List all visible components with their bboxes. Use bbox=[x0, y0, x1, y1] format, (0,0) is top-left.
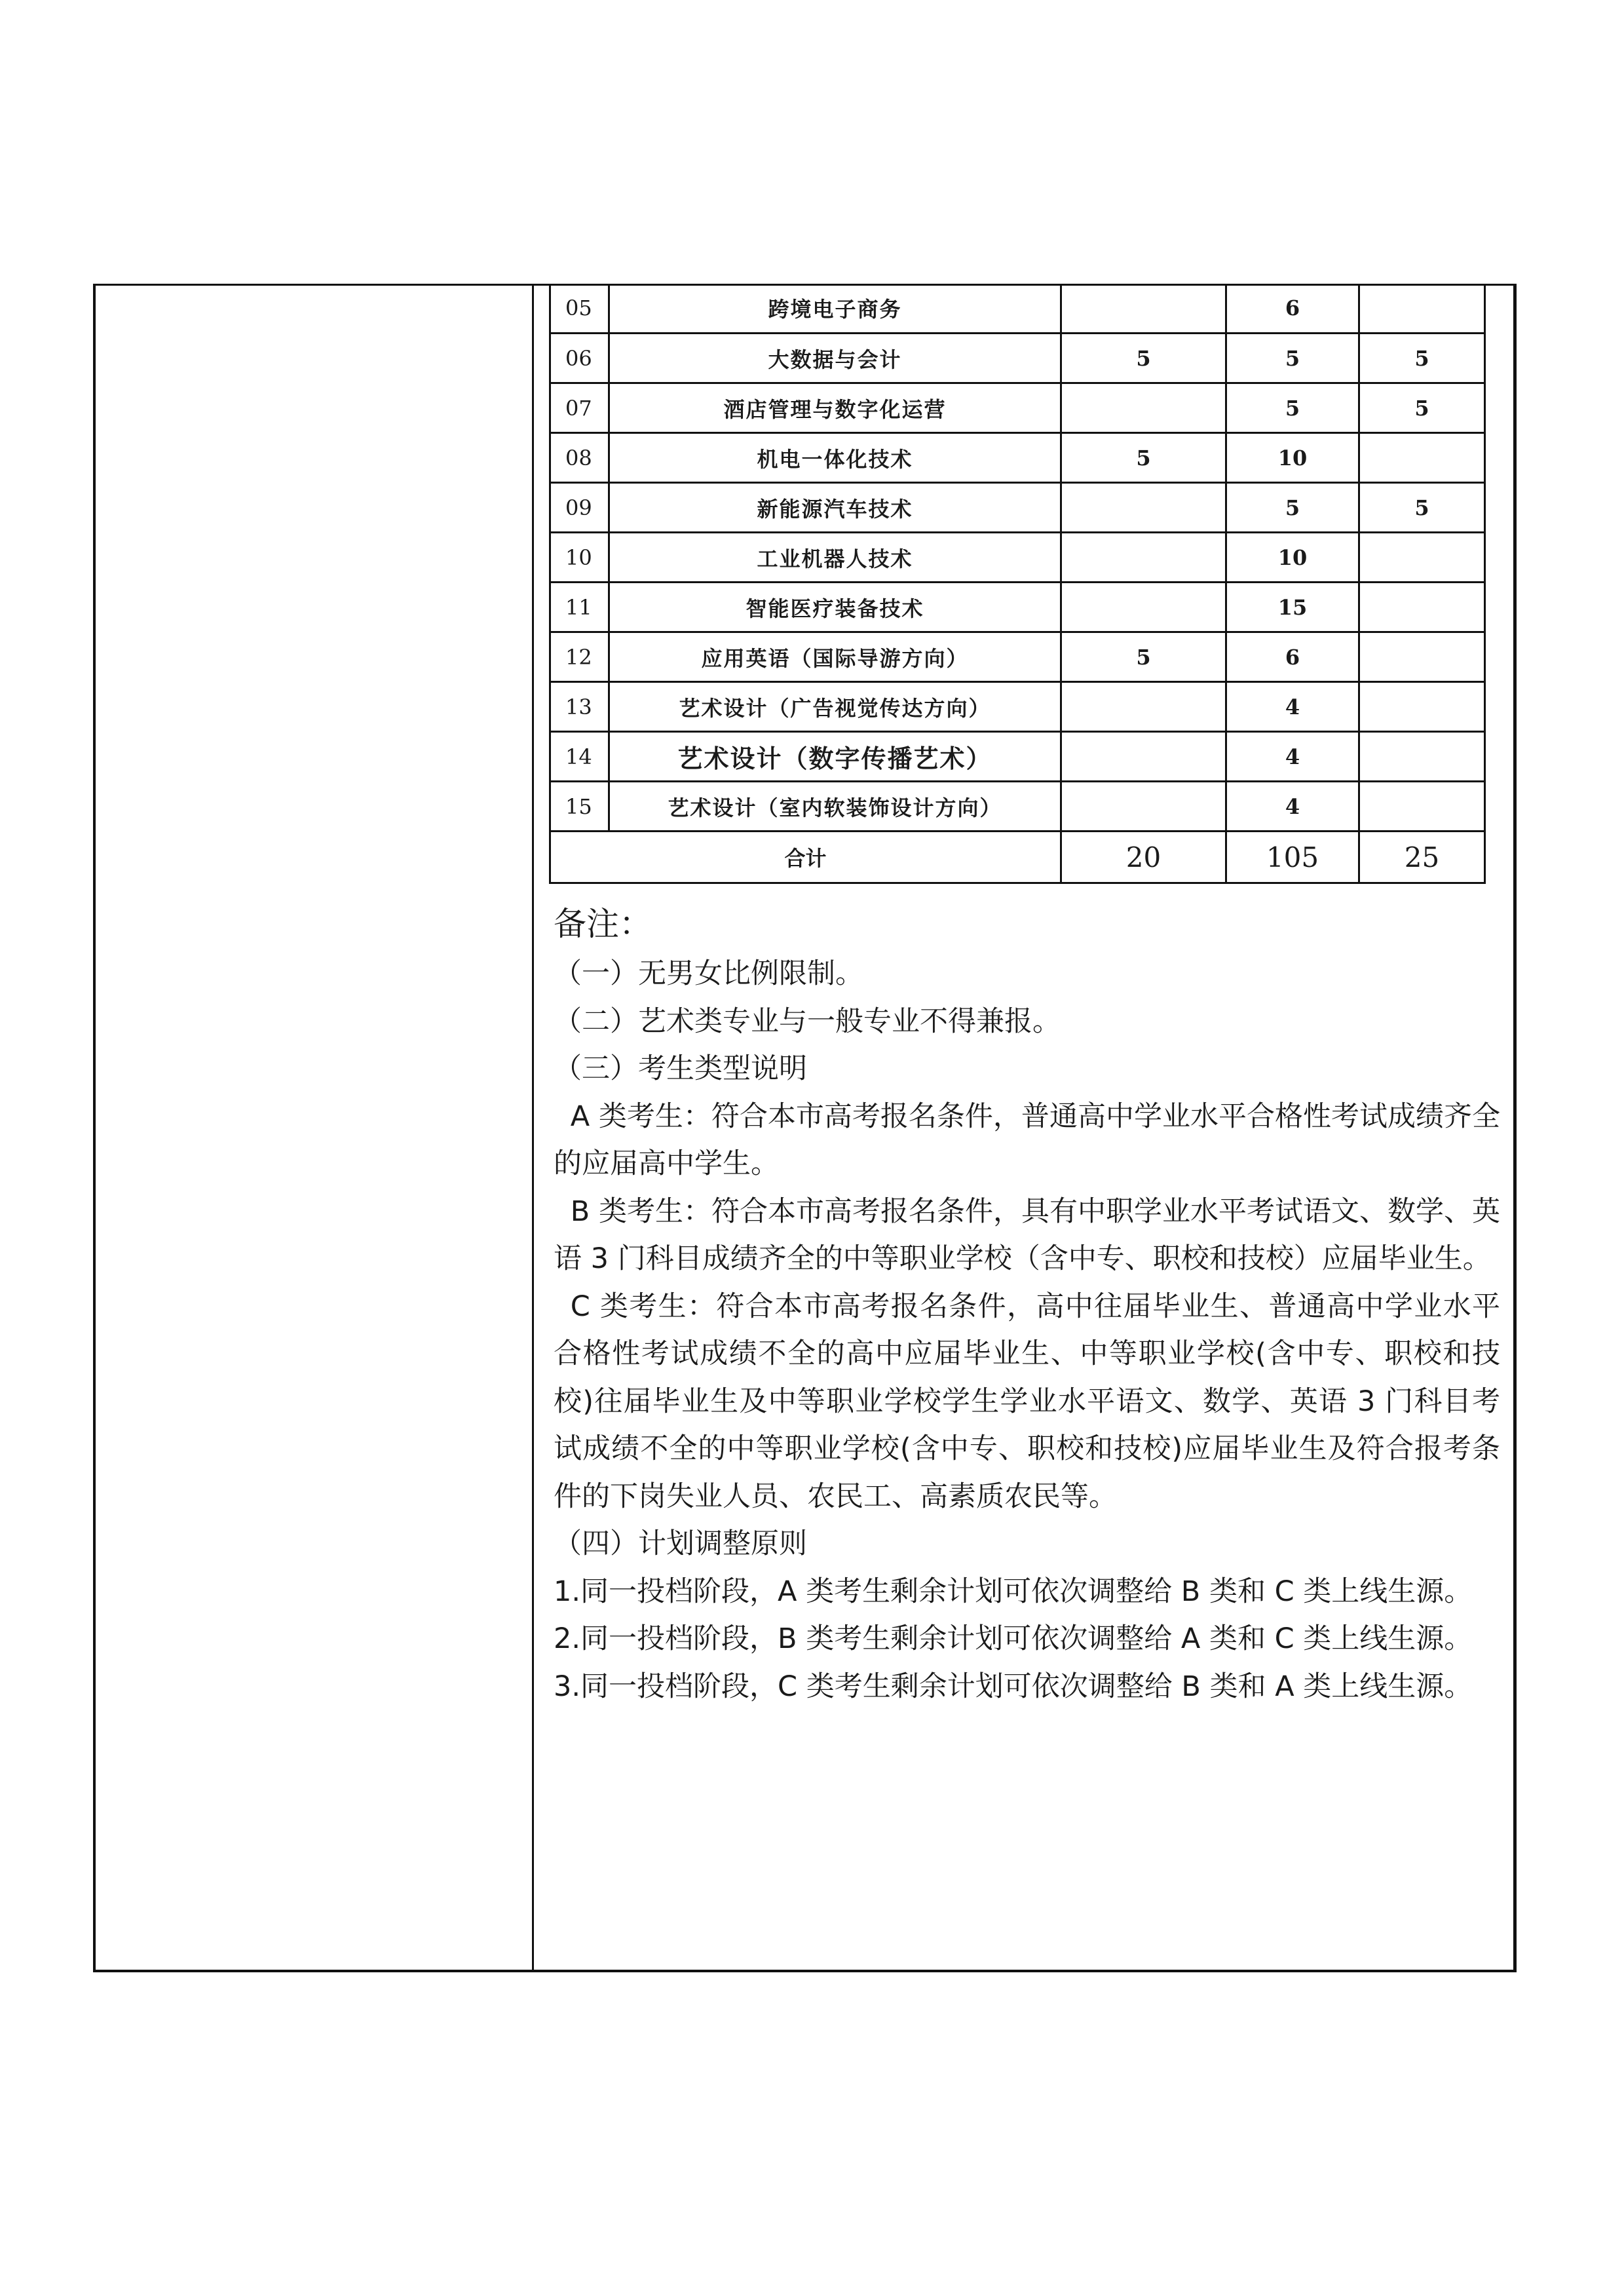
major-code: 13 bbox=[550, 682, 609, 732]
major-code: 08 bbox=[550, 433, 609, 483]
major-name: 艺术设计（广告视觉传达方向） bbox=[609, 682, 1061, 732]
note-item-3: （三）考生类型说明 bbox=[554, 1052, 807, 1085]
quota-a bbox=[1061, 732, 1226, 782]
major-name: 艺术设计（数字传播艺术） bbox=[609, 732, 1061, 782]
quota-c bbox=[1359, 682, 1485, 732]
quota-b: 10 bbox=[1226, 433, 1359, 483]
quota-b: 4 bbox=[1226, 682, 1359, 732]
major-code: 10 bbox=[550, 533, 609, 583]
note-item-1: （一）无男女比例限制。 bbox=[554, 957, 863, 990]
table-row bbox=[550, 483, 1485, 533]
major-code: 15 bbox=[550, 782, 609, 832]
table-row bbox=[550, 284, 1485, 334]
quota-c: 5 bbox=[1359, 383, 1485, 433]
notes-title: 备注： bbox=[554, 905, 652, 943]
quota-b: 4 bbox=[1226, 782, 1359, 832]
candidate-type-b: B 类考生：符合本市高考报名条件，具有中职学业水平考试语文、数学、英语 3 门科目成绩齐全的中等职业学校（含中专、职校和技校）应届毕业生。 bbox=[554, 1195, 1500, 1275]
quota-a bbox=[1061, 782, 1226, 832]
major-name: 新能源汽车技术 bbox=[609, 483, 1061, 533]
major-name: 工业机器人技术 bbox=[609, 533, 1061, 583]
major-name: 跨境电子商务 bbox=[609, 284, 1061, 334]
quota-a bbox=[1061, 284, 1226, 334]
column-divider bbox=[532, 284, 534, 1972]
quota-c bbox=[1359, 433, 1485, 483]
table-row bbox=[550, 632, 1485, 682]
note-item-4: （四）计划调整原则 bbox=[554, 1527, 807, 1560]
quota-b: 4 bbox=[1226, 732, 1359, 782]
table-row bbox=[550, 383, 1485, 433]
quota-b: 5 bbox=[1226, 383, 1359, 433]
note-item-2: （二）艺术类专业与一般专业不得兼报。 bbox=[554, 1004, 1061, 1038]
major-name: 智能医疗装备技术 bbox=[609, 583, 1061, 632]
quota-a bbox=[1061, 583, 1226, 632]
quota-a: 5 bbox=[1061, 334, 1226, 383]
table-row bbox=[550, 782, 1485, 832]
adjust-rule-1: 1.同一投档阶段，A 类考生剩余计划可依次调整给 B 类和 C 类上线生源。 bbox=[554, 1575, 1473, 1608]
total-row bbox=[550, 832, 1485, 883]
quota-b: 6 bbox=[1226, 284, 1359, 334]
major-code: 11 bbox=[550, 583, 609, 632]
quota-a bbox=[1061, 483, 1226, 533]
major-name: 艺术设计（室内软装饰设计方向） bbox=[609, 782, 1061, 832]
major-code: 07 bbox=[550, 383, 609, 433]
quota-c bbox=[1359, 533, 1485, 583]
major-code: 14 bbox=[550, 732, 609, 782]
total-c: 25 bbox=[1359, 832, 1485, 883]
enrollment-plan-table bbox=[549, 284, 1486, 884]
quota-a: 5 bbox=[1061, 632, 1226, 682]
major-name: 应用英语（国际导游方向） bbox=[609, 632, 1061, 682]
notes-section bbox=[554, 898, 1500, 1710]
table-row bbox=[550, 433, 1485, 483]
major-code: 06 bbox=[550, 334, 609, 383]
adjust-rule-3: 3.同一投档阶段，C 类考生剩余计划可依次调整给 B 类和 A 类上线生源。 bbox=[554, 1670, 1473, 1703]
quota-c bbox=[1359, 632, 1485, 682]
quota-a: 5 bbox=[1061, 433, 1226, 483]
table-row bbox=[550, 533, 1485, 583]
quota-a bbox=[1061, 383, 1226, 433]
major-name: 机电一体化技术 bbox=[609, 433, 1061, 483]
major-code: 05 bbox=[550, 284, 609, 334]
quota-b: 10 bbox=[1226, 533, 1359, 583]
total-label: 合计 bbox=[550, 832, 1061, 883]
total-b: 105 bbox=[1226, 832, 1359, 883]
table-row bbox=[550, 732, 1485, 782]
major-name: 酒店管理与数字化运营 bbox=[609, 383, 1061, 433]
total-a: 20 bbox=[1061, 832, 1226, 883]
quota-c bbox=[1359, 583, 1485, 632]
quota-c: 5 bbox=[1359, 334, 1485, 383]
major-code: 09 bbox=[550, 483, 609, 533]
quota-b: 5 bbox=[1226, 334, 1359, 383]
table-row bbox=[550, 334, 1485, 383]
quota-b: 6 bbox=[1226, 632, 1359, 682]
quota-a bbox=[1061, 682, 1226, 732]
quota-a bbox=[1061, 533, 1226, 583]
candidate-type-a: A 类考生：符合本市高考报名条件，普通高中学业水平合格性考试成绩齐全的应届高中学生。 bbox=[554, 1100, 1500, 1180]
quota-b: 15 bbox=[1226, 583, 1359, 632]
quota-b: 5 bbox=[1226, 483, 1359, 533]
major-name: 大数据与会计 bbox=[609, 334, 1061, 383]
table-row bbox=[550, 682, 1485, 732]
table-row bbox=[550, 583, 1485, 632]
adjust-rule-2: 2.同一投档阶段，B 类考生剩余计划可依次调整给 A 类和 C 类上线生源。 bbox=[554, 1622, 1473, 1655]
quota-c bbox=[1359, 284, 1485, 334]
major-code: 12 bbox=[550, 632, 609, 682]
quota-c: 5 bbox=[1359, 483, 1485, 533]
quota-c bbox=[1359, 782, 1485, 832]
candidate-type-c: C 类考生：符合本市高考报名条件，高中往届毕业生、普通高中学业水平合格性考试成绩不全的高中应届毕业生、中等职业学校(含中专、职校和技校)往届毕业生及中等职业学校学生学业水平语文、数学、英语 3 门科目考试成绩不全的中等职业学校(含中专、职校和技校)应届毕业生及符合报考条件的下岗失业人员、农民工、高素质农民等。 bbox=[554, 1290, 1500, 1513]
quota-c bbox=[1359, 732, 1485, 782]
